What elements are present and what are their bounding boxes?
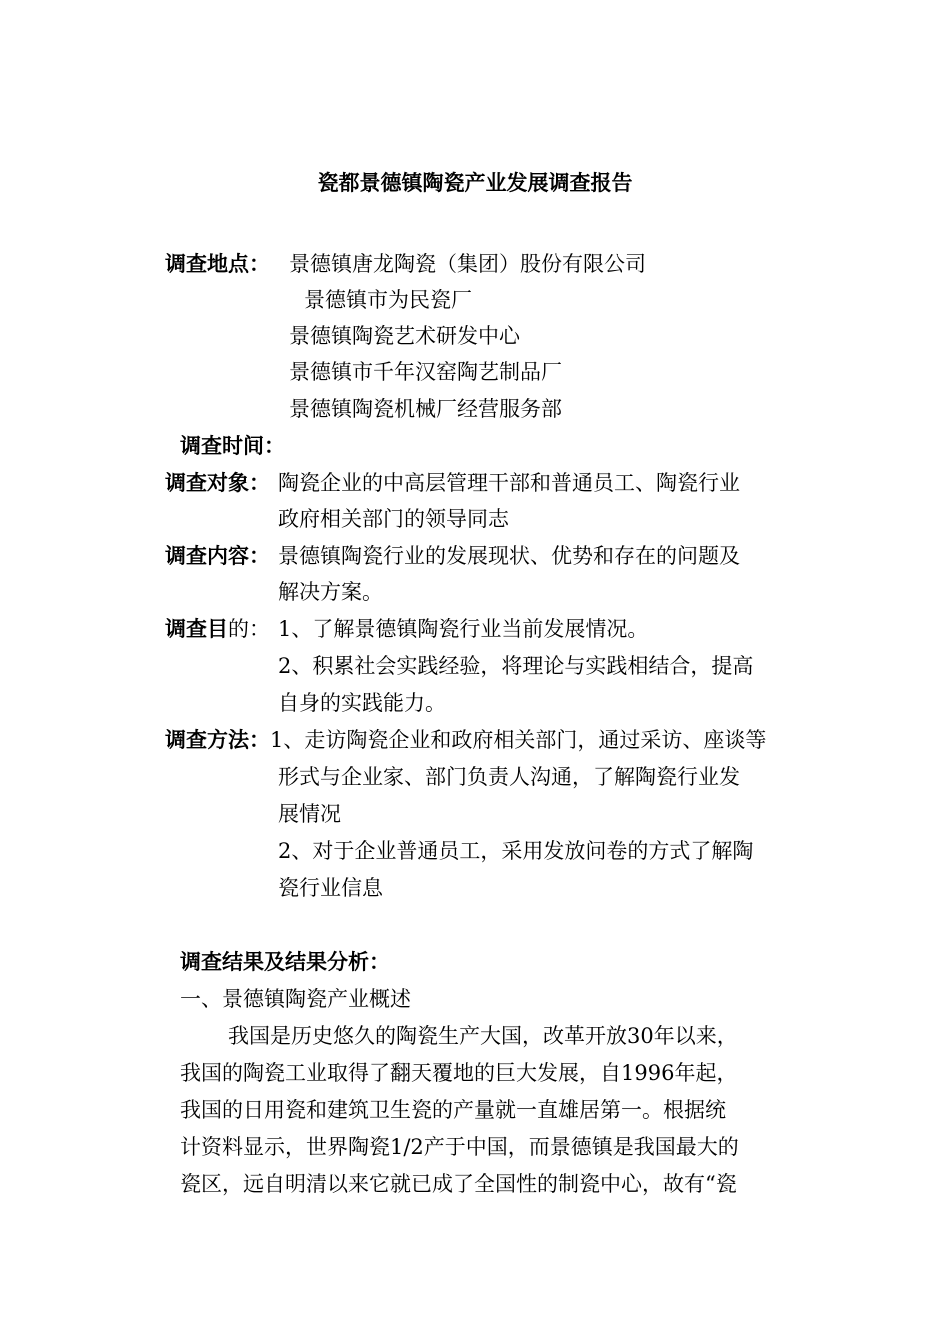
method-line: 1、走访陶瓷企业和政府相关部门，通过采访、座谈等 xyxy=(270,728,767,752)
location-item: 景德镇陶瓷机械厂经营服务部 xyxy=(289,397,562,421)
results-heading: 调查结果及结果分析： xyxy=(180,950,390,974)
purpose-line: 自身的实践能力。 xyxy=(278,691,446,715)
location-item: 景德镇市为民瓷厂 xyxy=(304,288,472,312)
content-label: 调查内容： xyxy=(165,544,270,568)
location-item: 景德镇陶瓷艺术研发中心 xyxy=(289,324,520,348)
method-line: 瓷行业信息 xyxy=(278,876,383,900)
paragraph-line: 我国的日用瓷和建筑卫生瓷的产量就一直雄居第一。根据统 xyxy=(180,1098,726,1122)
subjects-line: 政府相关部门的领导同志 xyxy=(278,507,509,531)
purpose-label-bold: 调查目 xyxy=(165,617,228,641)
purpose-line: 1、了解景德镇陶瓷行业当前发展情况。 xyxy=(278,617,649,641)
location-label: 调查地点： xyxy=(165,252,270,276)
method-label: 调查方法： xyxy=(165,728,270,752)
method-line: 2、对于企业普通员工，采用发放问卷的方式了解陶 xyxy=(278,839,754,863)
subjects-line: 陶瓷企业的中高层管理干部和普通员工、陶瓷行业 xyxy=(278,471,740,495)
content-line: 解决方案。 xyxy=(278,580,383,604)
location-item: 景德镇唐龙陶瓷（集团）股份有限公司 xyxy=(289,252,646,276)
paragraph-line: 我国是历史悠久的陶瓷生产大国，改革开放30年以来， xyxy=(228,1024,738,1048)
paragraph-line: 瓷区，远自明清以来它就已成了全国性的制瓷中心，故有“瓷 xyxy=(180,1172,737,1196)
purpose-label xyxy=(165,614,270,644)
purpose-line: 2、积累社会实践经验，将理论与实践相结合，提高 xyxy=(278,654,754,678)
location-item: 景德镇市千年汉窑陶艺制品厂 xyxy=(289,360,562,384)
purpose-label-plain: 的： xyxy=(228,617,270,641)
content-line: 景德镇陶瓷行业的发展现状、优势和存在的问题及 xyxy=(278,544,740,568)
time-label: 调查时间： xyxy=(180,434,285,458)
document-title: 瓷都景德镇陶瓷产业发展调查报告 xyxy=(317,171,633,195)
paragraph-line: 计资料显示，世界陶瓷1/2产于中国，而景德镇是我国最大的 xyxy=(180,1135,739,1159)
section-heading: 一、景德镇陶瓷产业概述 xyxy=(180,987,411,1011)
method-line: 展情况 xyxy=(278,802,341,826)
method-line: 形式与企业家、部门负责人沟通，了解陶瓷行业发 xyxy=(278,765,740,789)
subjects-label: 调查对象： xyxy=(165,471,270,495)
paragraph-line: 我国的陶瓷工业取得了翻天覆地的巨大发展，自1996年起， xyxy=(180,1061,738,1085)
